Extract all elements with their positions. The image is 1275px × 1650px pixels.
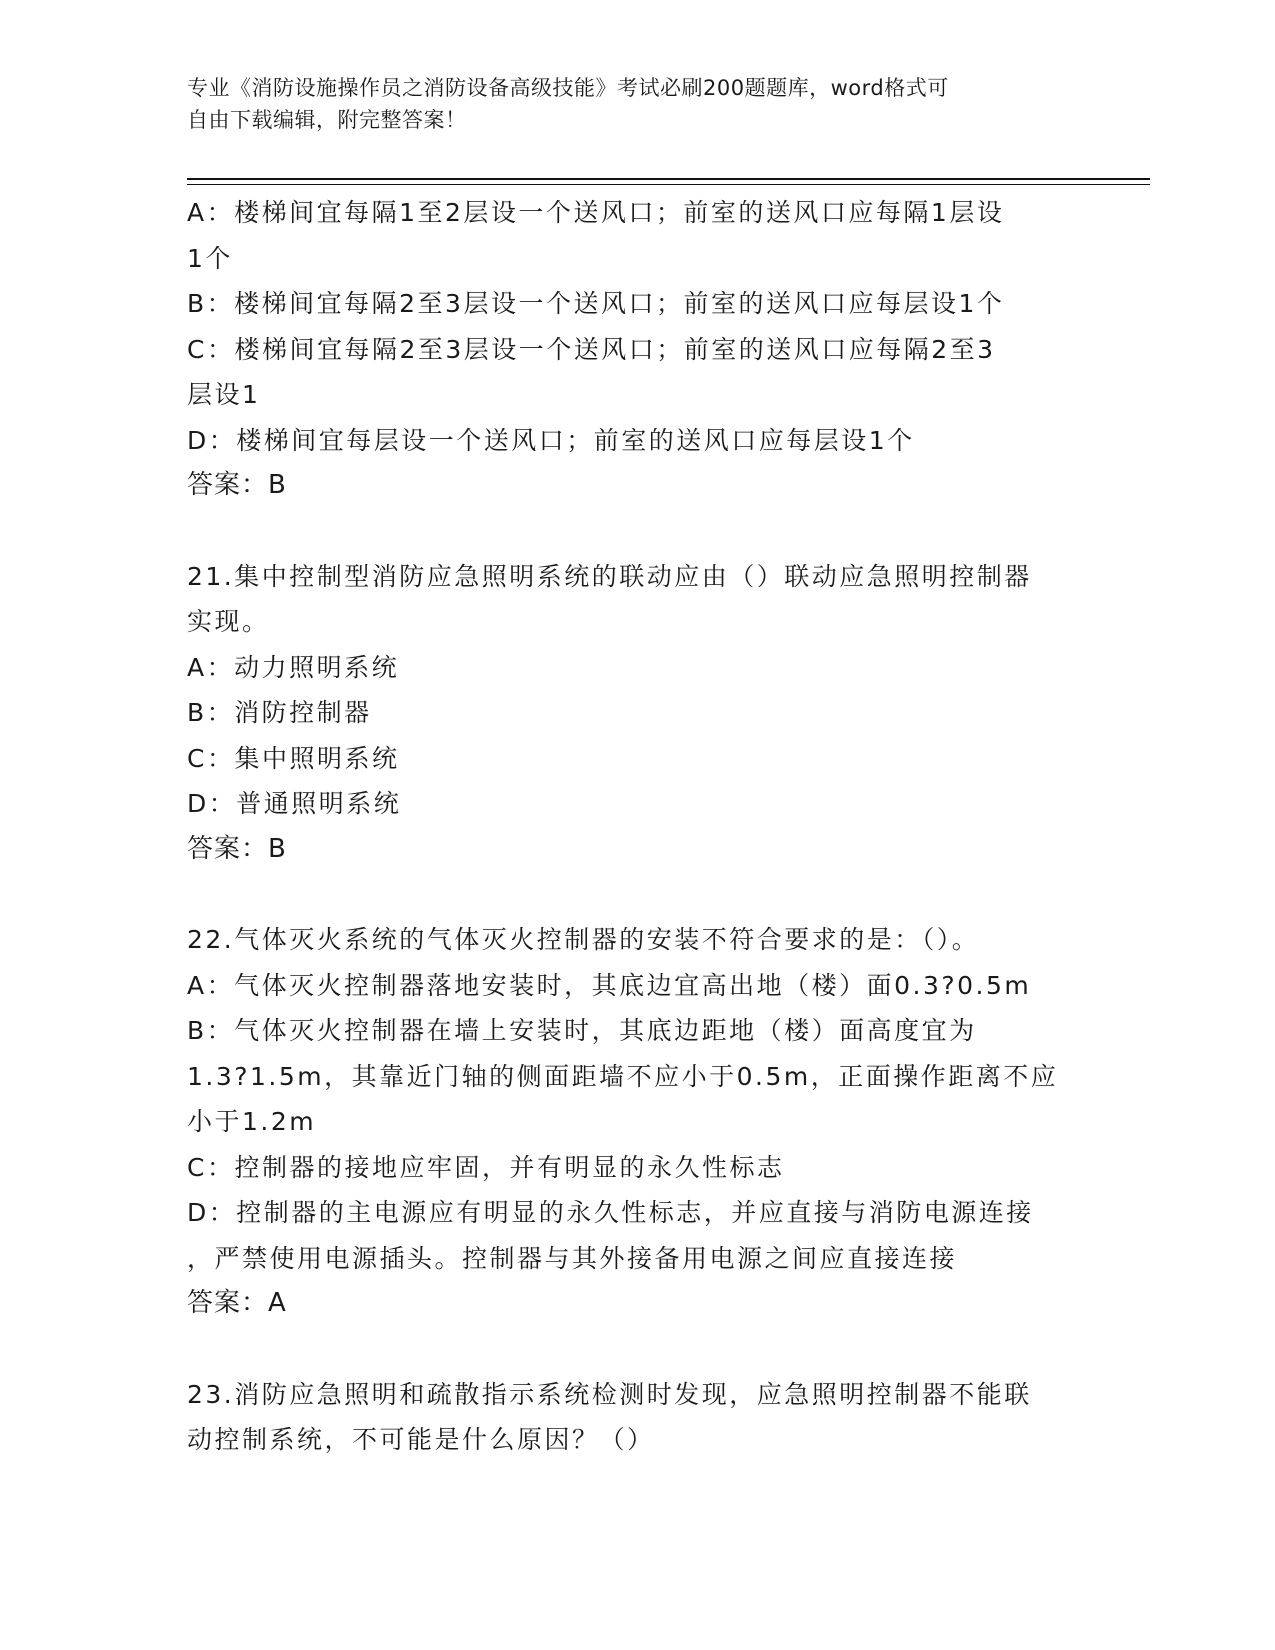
q22-option-d-line-1: D：控制器的主电源应有明显的永久性标志，并应直接与消防电源连接 xyxy=(187,1198,1034,1227)
question-20-block xyxy=(187,190,1067,509)
spacer xyxy=(187,872,1067,917)
q21-answer: 答案：B xyxy=(187,833,287,864)
header-divider-thin xyxy=(187,184,1150,185)
q20-option-b: B：楼梯间宜每隔2至3层设一个送风口；前室的送风口应每层设1个 xyxy=(187,289,1005,318)
spacer xyxy=(187,509,1067,554)
q21-option-b: B：消防控制器 xyxy=(187,698,372,727)
q21-option-d: D：普通照明系统 xyxy=(187,789,402,818)
q22-option-d-line-2: ，严禁使用电源插头。控制器与其外接备用电源之间应直接连接 xyxy=(187,1243,958,1273)
q21-stem-line-1: 21.集中控制型消防应急照明系统的联动应由（）联动应急照明控制器 xyxy=(187,561,1032,591)
header-divider-thick xyxy=(187,178,1150,180)
spacer xyxy=(187,1327,1067,1372)
q20-answer: 答案：B xyxy=(187,470,287,500)
q20-option-a-line-1: A：楼梯间宜每隔1至2层设一个送风口；前室的送风口应每隔1层设 xyxy=(187,198,1005,227)
q22-option-b-line-2: 1.3?1.5m，其靠近门轴的侧面距墙不应小于0.5m，正面操作距离不应 xyxy=(187,1061,1059,1091)
document-header xyxy=(187,72,1067,136)
q20-option-d: D：楼梯间宜每层设一个送风口；前室的送风口应每层设1个 xyxy=(187,425,915,455)
q23-stem-line-2: 动控制系统，不可能是什么原因？（） xyxy=(187,1425,655,1454)
q22-option-b-line-1: B：气体灭火控制器在墙上安装时，其底边距地（楼）面高度宜为 xyxy=(187,1016,977,1045)
header-line-2: 自由下载编辑，附完整答案！ xyxy=(187,108,467,132)
q22-answer: 答案：A xyxy=(187,1288,287,1318)
q20-option-a-line-2: 1个 xyxy=(187,243,233,273)
q20-option-c-line-1: C：楼梯间宜每隔2至3层设一个送风口；前室的送风口应每隔2至3 xyxy=(187,334,996,364)
q21-option-a: A：动力照明系统 xyxy=(187,652,400,682)
question-22-block xyxy=(187,917,1067,1327)
q21-stem-line-2: 实现。 xyxy=(187,607,270,636)
header-line-1: 专业《消防设施操作员之消防设备高级技能》考试必刷200题题库，word格式可 xyxy=(187,76,949,100)
question-list xyxy=(187,190,1067,1463)
q23-stem-line-1: 23.消防应急照明和疏散指示系统检测时发现，应急照明控制器不能联 xyxy=(187,1379,1032,1409)
question-23-block xyxy=(187,1372,1067,1463)
q20-option-c-line-2: 层设1 xyxy=(187,380,261,409)
q22-option-a: A：气体灭火控制器落地安装时，其底边宜高出地（楼）面0.3?0.5m xyxy=(187,970,1032,1000)
q22-option-c: C：控制器的接地应牢固，并有明显的永久性标志 xyxy=(187,1152,785,1182)
q22-option-b-line-3: 小于1.2m xyxy=(187,1107,317,1136)
q21-option-c: C：集中照明系统 xyxy=(187,743,400,773)
q22-stem: 22.气体灭火系统的气体灭火控制器的安装不符合要求的是：（）。 xyxy=(187,925,980,954)
question-21-block xyxy=(187,554,1067,873)
